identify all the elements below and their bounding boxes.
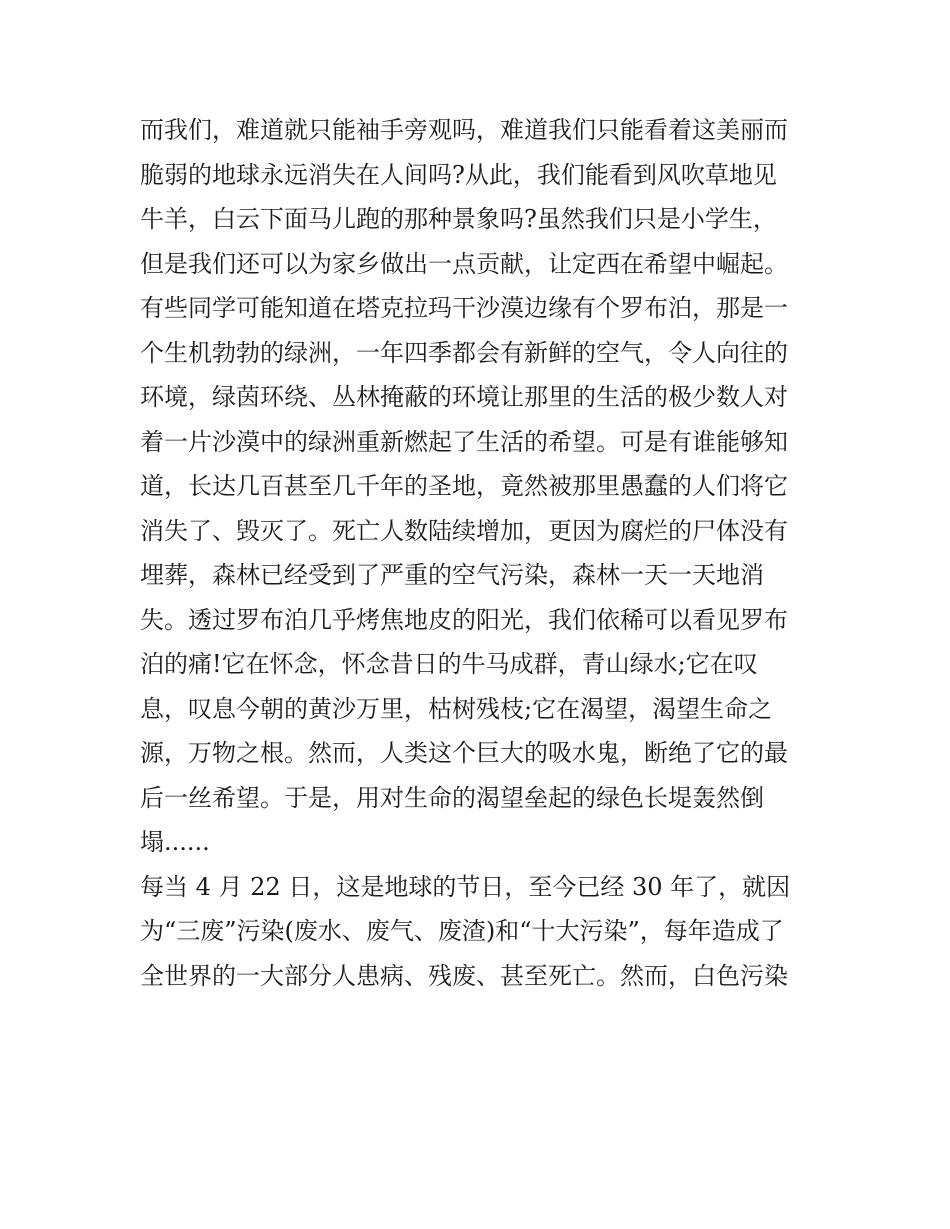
text-line: 有些同学可能知道在塔克拉玛干沙漠边缘有个罗布泊，那是一 (140, 294, 788, 322)
text-line: 息，叹息今朝的黄沙万里，枯树残枝;它在渴望，渴望生命之 (140, 694, 773, 723)
text-line: 全世界的一大部分人患病、残废、甚至死亡。然而，白色污染 (140, 961, 788, 990)
text-line: 失。透过罗布泊几乎烤焦地皮的阳光，我们依稀可以看见罗布 (140, 605, 788, 634)
document-body (140, 108, 830, 998)
text-line: 着一片沙漠中的绿洲重新燃起了生活的希望。可是有谁能够知 (140, 427, 788, 456)
text-line: 泊的痛!它在怀念，怀念昔日的牛马成群，青山绿水;它在叹 (140, 650, 758, 678)
text-line: 但是我们还可以为家乡做出一点贡献，让定西在希望中崛起。 (140, 249, 788, 278)
text-line: 埋葬，森林已经受到了严重的空气污染，森林一天一天地消 (140, 561, 764, 589)
text-line: 后一丝希望。于是，用对生命的渴望垒起的绿色长堤轰然倒 (140, 783, 764, 812)
text-line: 脆弱的地球永远消失在人间吗?从此，我们能看到风吹草地见 (140, 160, 777, 189)
text-line: 塌...... (140, 828, 210, 856)
text-line: 个生机勃勃的绿洲，一年四季都会有新鲜的空气，令人向往的 (140, 338, 788, 367)
text-line: 道，长达几百甚至几千年的圣地，竟然被那里愚蠢的人们将它 (140, 472, 788, 500)
text-line: 消失了、毁灭了。死亡人数陆续增加，更因为腐烂的尸体没有 (140, 516, 788, 545)
text-line: 每当 4 月 22 日，这是地球的节日，至今已经 30 年了，就因 (140, 872, 791, 901)
text-line: 牛羊，白云下面马儿跑的那种景象吗?虽然我们只是小学生， (140, 205, 777, 233)
text-line: 源，万物之根。然而，人类这个巨大的吸水鬼，断绝了它的最 (140, 739, 788, 767)
text-line: 为“三废”污染(废水、废气、废渣)和“十大污染”，每年造成了 (140, 917, 784, 945)
text-line: 环境，绿茵环绕、丛林掩蔽的环境让那里的生活的极少数人对 (140, 383, 788, 411)
text-line: 而我们，难道就只能袖手旁观吗，难道我们只能看着这美丽而 (140, 116, 788, 144)
